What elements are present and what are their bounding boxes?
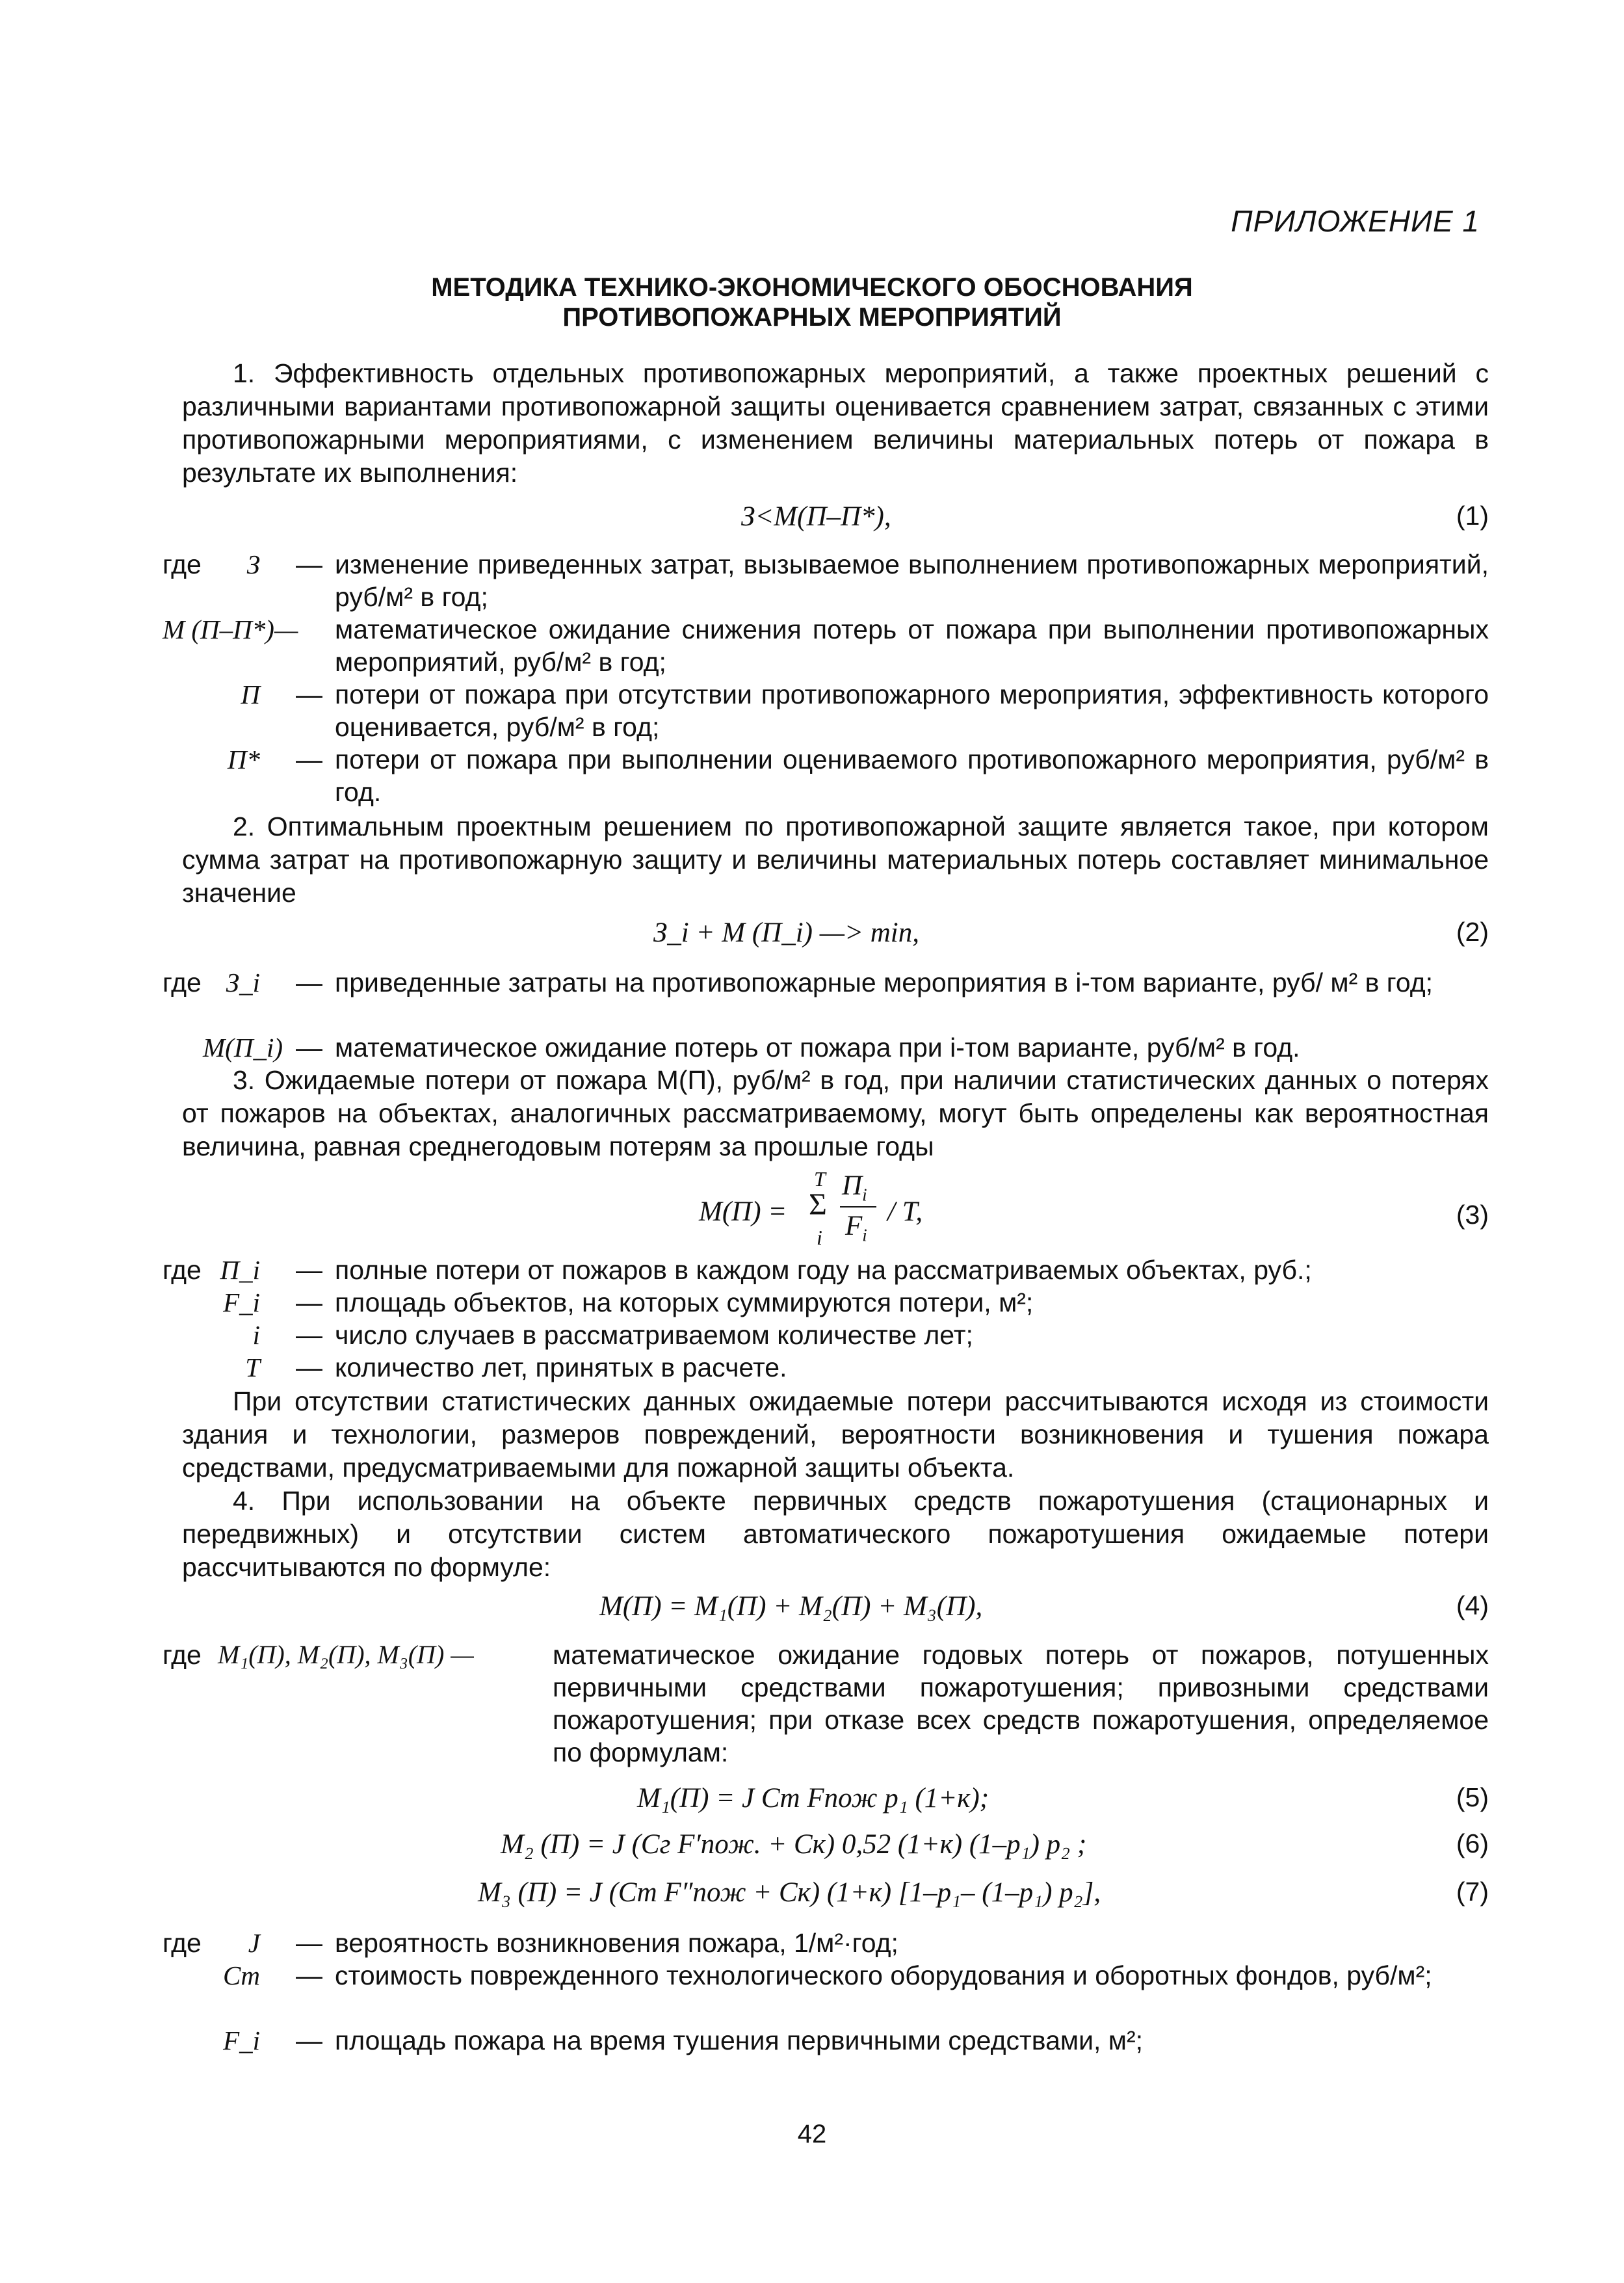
definition-text: площадь пожара на время тушения первичными средствами, м²;	[335, 2026, 1144, 2055]
where-label: где	[163, 968, 202, 997]
paragraph-3	[182, 1064, 1489, 1163]
paragraph-5-text: 4. При использовании на объекте первичных средств пожаротушения (стационарных и передвижных) и отсутствии систем автоматического пожаротушения ожидаемые потери рассчитываются по формуле:	[182, 1486, 1489, 1582]
definition-dash: —	[296, 745, 322, 774]
formula-3-rhs: / T,	[887, 1196, 923, 1227]
formula-3-numerator	[842, 1170, 867, 1206]
definition-text: потери от пожара при отсутствии противопожарного мероприятия, эффективность которого оценивается, руб/м² в год;	[335, 680, 1489, 742]
definition-symbol: П*	[227, 745, 260, 774]
formula-3-denominator	[845, 1210, 867, 1246]
definition-dash: —	[296, 1928, 322, 1958]
definition-dash: —	[296, 680, 322, 709]
definition-symbol: М(П_i)	[203, 1033, 283, 1062]
definition-text: математическое ожидание потерь от пожара при i-том варианте, руб/м² в год.	[335, 1033, 1300, 1062]
definition-symbol: i	[252, 1320, 260, 1350]
definition-text: вероятность возникновения пожара, 1/м²·год;	[335, 1928, 898, 1958]
formula-3-sum-sign: Σ	[809, 1187, 827, 1222]
formula-5-number: (5)	[1456, 1782, 1489, 1812]
paragraph-3-text: 3. Ожидаемые потери от пожара М(П), руб/м² в год, при наличии статистических данных о потерях от пожаров на объектах, аналогичных рассматриваемому, могут быть определены как вероятностная величина, равная среднегодовым потерям за прошлые годы	[182, 1065, 1489, 1161]
paragraph-4-text: При отсутствии статистических данных ожидаемые потери рассчитываются исходя из стоимости здания и технологии, размеров повреждений, вероятности возникновения и тушения пожара средствами, предусматриваемыми для пожарной защиты объекта.	[182, 1386, 1489, 1483]
where-label: где	[163, 1928, 202, 1958]
formula-1-number: (1)	[1456, 501, 1489, 531]
formula-3-denominator-symbol: F	[845, 1211, 863, 1241]
where-label: где	[163, 1255, 202, 1285]
formula-3-numerator-symbol: П	[842, 1170, 863, 1201]
formula-2-expression: З_i + М (П_i) —> min,	[653, 917, 919, 948]
page-number: 42	[797, 2120, 827, 2148]
formula-3-fraction-bar	[840, 1206, 876, 1207]
definition-dash: —	[296, 2026, 322, 2055]
definition-text: число случаев в рассматриваемом количестве лет;	[335, 1320, 973, 1350]
formula-6	[182, 1828, 1489, 1862]
definition-dash: —	[296, 968, 322, 997]
definition-text: изменение приведенных затрат, вызываемое выполнением противопожарных мероприятий, руб/м² в год;	[335, 549, 1489, 612]
definition-symbol: М₁(П), М₂(П), М₃(П) —	[218, 1640, 474, 1669]
definition-text: потери от пожара при выполнении оцениваемого противопожарного мероприятия, руб/м² в год.	[335, 745, 1489, 807]
definition-symbol: П	[241, 680, 260, 709]
definition-dash: —	[296, 1320, 322, 1350]
definition-dash: —	[296, 549, 322, 579]
formula-7-expression: М₃ (П) = J (Cт F″пож + Cк) (1+к) [1–p₁– (1–p₁) p₂],	[478, 1877, 1101, 1908]
definition-text: площадь объектов, на которых суммируются потери, м²;	[335, 1287, 1034, 1317]
formula-3-numerator-index: i	[862, 1185, 867, 1205]
formula-5	[182, 1782, 1489, 1816]
formula-4-expression: М(П) = М₁(П) + М₂(П) + М₃(П),	[599, 1591, 983, 1622]
definition-z	[163, 548, 1489, 613]
definition-i	[163, 1319, 1489, 1351]
formula-7	[182, 1877, 1489, 1910]
definition-symbol: Cт	[223, 1960, 260, 1990]
definition-text: полные потери от пожаров в каждом году на рассматриваемых объектах, руб.;	[335, 1255, 1312, 1285]
formula-6-expression: М₂ (П) = J (Cг F′пож. + Cк) 0,52 (1+к) (1–p₁) p₂ ;	[501, 1829, 1087, 1860]
formula-4	[182, 1590, 1489, 1624]
definition-p	[163, 678, 1489, 743]
formula-7-number: (7)	[1456, 1877, 1489, 1907]
formula-3-number: (3)	[1456, 1200, 1489, 1230]
formula-4-number: (4)	[1456, 1590, 1489, 1620]
definition-symbol: М (П–П*)—	[163, 614, 298, 644]
definition-c-t	[163, 1959, 1489, 2024]
definition-text: математическое ожидание годовых потерь от пожаров, потушенных первичными средствами пожаротушения; привозными средствами пожаротушения; при отказе всех средств пожаротушения, определяемое по формулам:	[553, 1640, 1489, 1767]
definition-dash: —	[296, 1255, 322, 1285]
definition-dash: —	[296, 1033, 322, 1062]
paragraph-5	[182, 1485, 1489, 1584]
definition-dash: —	[296, 1960, 322, 1990]
formula-3-sum-upper: T	[814, 1167, 826, 1191]
definition-symbol: T	[245, 1353, 260, 1382]
definition-symbol: F_i	[223, 2026, 260, 2055]
definition-f-i	[163, 1286, 1489, 1319]
paragraph-2-text: 2. Оптимальным проектным решением по противопожарной защите является такое, при котором сумма затрат на противопожарную защиту и величины материальных потерь составляет минимальное значение	[182, 812, 1489, 908]
formula-6-number: (6)	[1456, 1828, 1489, 1858]
definition-t	[163, 1351, 1489, 1384]
where-label: где	[163, 549, 202, 579]
definition-m-p-i	[163, 1031, 1489, 1064]
definition-dash: —	[296, 1353, 322, 1382]
formula-3-lhs: М(П) =	[699, 1196, 787, 1227]
definition-z-i	[163, 966, 1489, 1031]
paragraph-2	[182, 810, 1489, 910]
definition-p-i	[163, 1254, 1489, 1286]
formula-3-sum-lower: i	[817, 1226, 822, 1249]
paragraph-4	[182, 1385, 1489, 1485]
definition-text: приведенные затраты на противопожарные мероприятия в i-том варианте, руб/ м² в год;	[335, 968, 1434, 997]
appendix-label: ПРИЛОЖЕНИЕ 1	[1231, 204, 1480, 238]
paragraph-1	[182, 357, 1489, 490]
definition-symbol: П_i	[220, 1255, 260, 1285]
definition-m-delta	[163, 613, 1489, 678]
definition-dash: —	[296, 1287, 322, 1317]
formula-5-expression: М₁(П) = J Cт Fпож p₁ (1+к);	[637, 1783, 989, 1814]
definition-f-i-area	[163, 2024, 1489, 2057]
where-label: где	[163, 1640, 202, 1670]
definition-symbol: З_i	[226, 968, 260, 997]
definition-text: математическое ожидание снижения потерь от пожара при выполнении противопожарных мероприятий, руб/м² в год;	[335, 614, 1489, 677]
definition-m1-m2-m3	[163, 1639, 1489, 1769]
formula-2-number: (2)	[1456, 917, 1489, 947]
document-title-line-2: ПРОТИВОПОЖАРНЫХ МЕРОПРИЯТИЙ	[562, 303, 1062, 332]
definition-symbol: J	[248, 1928, 260, 1958]
definition-text: стоимость поврежденного технологического оборудования и оборотных фондов, руб/м²;	[335, 1960, 1432, 1990]
definition-symbol: F_i	[223, 1287, 260, 1317]
definition-p-star	[163, 743, 1489, 808]
definition-text: количество лет, принятых в расчете.	[335, 1353, 787, 1382]
document-title-line-1: МЕТОДИКА ТЕХНИКО-ЭКОНОМИЧЕСКОГО ОБОСНОВАНИЯ	[431, 273, 1193, 302]
formula-1	[182, 501, 1489, 534]
formula-1-expression: З<М(П–П*),	[741, 501, 891, 532]
definition-j	[163, 1927, 1489, 1959]
definition-symbol: З	[246, 549, 260, 579]
formula-2	[182, 917, 1489, 951]
formula-3-denominator-index: i	[862, 1225, 867, 1245]
paragraph-1-text: 1. Эффективность отдельных противопожарных мероприятий, а также проектных решений с различными вариантами противопожарной защиты оценивается сравнением затрат, связанных с этими противопожарными мероприятиями, с изменением величины материальных потерь от пожара в результате их выполнения:	[182, 358, 1489, 488]
formula-3	[182, 1167, 1489, 1252]
